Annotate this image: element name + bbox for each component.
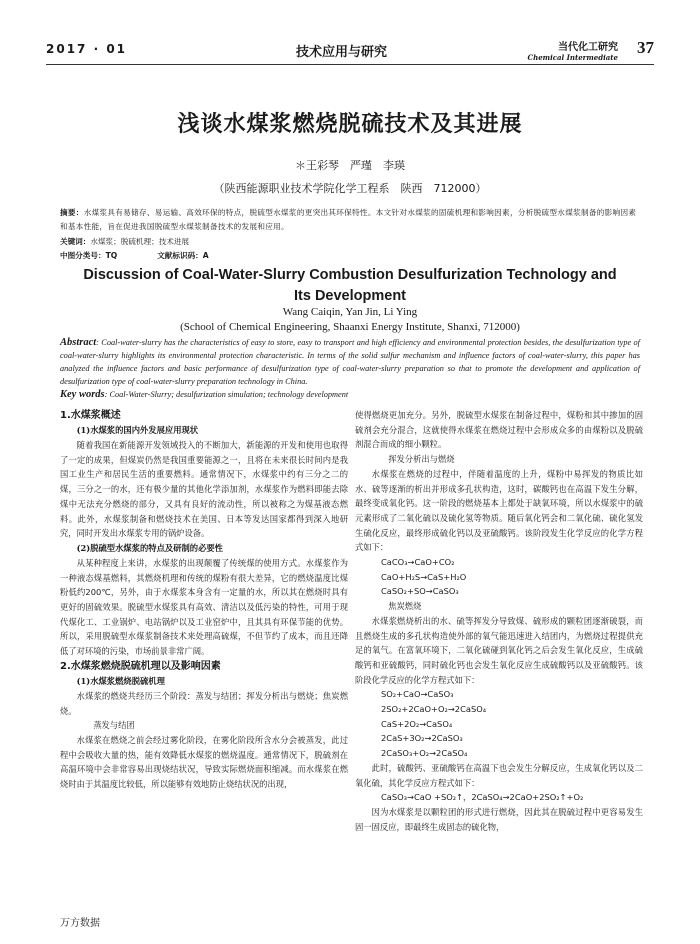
section-heading: 1.水煤浆概述 <box>60 410 121 421</box>
stage-label: 焦炭燃烧 <box>388 601 422 612</box>
body-column-right <box>355 408 643 834</box>
keywords-cn <box>60 236 189 247</box>
abstract-cn-text: 水煤浆具有易储存、易运输、高效环保的特点，脱硫型水煤浆的更突出其环保特性。本文针对水煤浆的固硫机理和影响因素，分析脱硫型水煤浆制备的影响因素和基本性能，旨在促进我国脱硫型水煤浆制备技术的发展和应用。 <box>60 208 637 231</box>
abstract-en <box>60 336 640 388</box>
authors: ＊王彩琴 严瑾 李瑛 <box>295 159 405 172</box>
paragraph: 因为水煤浆是以颗粒团的形式进行燃烧，因此其在脱硫过程中更容易发生固一固反应，即最终生成固态的硫化物， <box>355 806 643 832</box>
equation: CaS+2O₂→CaSO₄ <box>381 718 453 729</box>
keywords-cn-text: 水煤浆；脱硫机理；技术进展 <box>90 237 190 246</box>
equation: CaCO₃→CaO+CO₂ <box>381 557 455 568</box>
page-number: 37 <box>637 38 654 57</box>
paragraph: 随着我国在新能源开发领域投入的不断加大，新能源的开发和使用也取得了一定的成果，但煤炭仍然是我国重要能源之一，且将在未来很长时间内是我国工业生产和居民生活的重要燃料。通常情况下，水煤浆中约有三分之二的煤，三分之一的水，还有极少量的其他化学添加剂，水煤浆作为燃料即能去除煤中无法充分燃烧的部分，又具有良好的流动性，所以被称之为煤基液态燃料。此外，水煤浆制备和燃烧技术在美国、日本等发达国家都得到深入地研究，同时开发出水煤浆专用的锅炉设备。 <box>60 440 348 539</box>
journal-name-cn: 当代化工研究 <box>558 42 618 53</box>
clc-label: 中图分类号： <box>60 251 106 260</box>
paper-title: 浅谈水煤浆燃烧脱硫技术及其进展 <box>177 112 523 137</box>
authors-en: Wang Caiqin, Yan Jin, Li Ying <box>282 306 418 318</box>
section-name: 技术应用与研究 <box>296 45 388 60</box>
keywords-en <box>60 389 348 400</box>
stage-label: 蒸发与结团 <box>93 720 135 731</box>
paragraph: 使得燃烧更加充分。另外，脱硫型水煤浆在制备过程中，煤粉和其中掺加的固硫剂会充分混合，这就使得水煤浆在燃烧过程中会形成众多的由煤粉以及脱硫剂混合而成的细小颗粒。 <box>355 410 643 450</box>
abstract-cn <box>60 206 640 234</box>
paragraph: 水煤浆燃烧析出的水、硫等挥发分导致煤、硫形成的颗粒团逐渐破裂，而且燃烧生成的多孔状构造使外部的氧气能迅速进入结团内，为燃烧过程提供充足的氧气。在富氧环境下，二氧化硫碰到氧化钙之后会发生氧化反应，生成硫酸钙和亚硫酸钙，同时硫化钙也会发生氧化反应生成硫酸钙以及亚硫酸钙。该阶段化学反应的化学方程式如下： <box>355 615 643 685</box>
equation: CaSO₂+SO→CaSO₃ <box>381 586 459 597</box>
affiliation: （陕西能源职业技术学院化学工程系 陕西 712000） <box>213 182 487 195</box>
header-rule <box>46 64 654 65</box>
subsection-heading: (2)脱硫型水煤浆的特点及研制的必要性 <box>76 542 223 553</box>
abstract-en-text: : Coal-water-slurry has the characteristics of easy to store, easy to transport and high efficiency and environmental protection besides, the desulfurization type of coal-water-slurry highlights its environmental protection characteristic. In terms of the solid sulfur mechanism and influence factors of coal-water-slurry, this paper has analyzed the influence factors and basic performance of desulfurization type of coal-water-slurry preparation so that to promote the development and application of desulfurization type of coal-water-slurry preparation technology in China. <box>60 338 640 386</box>
paragraph: 水煤浆的燃烧共经历三个阶段：蒸发与结团；挥发分析出与燃烧；焦炭燃烧。 <box>60 690 348 716</box>
classification <box>60 250 209 261</box>
paragraph: 此时，硫酸钙、亚硫酸钙在高温下也会发生分解反应，生成氧化钙以及二氧化硫，其化学反应方程式如下： <box>355 762 643 788</box>
section-heading: 2.水煤浆燃烧脱硫机理以及影响因素 <box>60 660 221 672</box>
equation: CaSO₃→CaO +SO₂↑，2CaSO₄→2CaO+2SO₂↑+O₂ <box>381 792 584 803</box>
keywords-en-label: Key words <box>60 389 105 400</box>
abstract-cn-label: 摘要： <box>60 208 84 217</box>
paragraph: 水煤浆在燃烧的过程中，伴随着温度的上升，煤粉中易挥发的物质比如水、硫等逐渐的析出并形成多孔状构造，这时，碳酸钙也在高温下发生分解，最终变成氧化钙。这一阶段的燃烧基本上都处于缺氧环境，所以水煤浆中的硫元素形成了二氧化硫以及硫化氢等物质。随后氧化钙会和二氧化硫、硫化氢发生硫化反应，最终形成硫化钙以及亚硫酸钙。该阶段发生化学反应的化学方程式如下： <box>355 468 643 553</box>
issue-number: 2017 · 01 <box>46 42 128 56</box>
stage-label: 挥发分析出与燃烧 <box>388 454 455 465</box>
doc-code-label: 文献标识码： <box>157 251 203 260</box>
equation: 2CaSO₃+O₂→2CaSO₄ <box>381 748 468 759</box>
abstract-en-label: Abstract <box>60 337 97 348</box>
paragraph: 从某种程度上来讲，水煤浆的出现颠覆了传统煤的使用方式。水煤浆作为一种液态煤基燃料，其燃烧机理和传统的煤粉有很大差异，它的燃烧温度比煤粉低约200℃，另外，由于水煤浆本身含有一定量的水，所以其在燃烧时具有更好的固硫效果。脱硫型水煤浆具有高效、清洁以及低污染的特性，可用于现代煤化工、工业锅炉、电站锅炉以及工业窑炉中，且其具有环保节能的优势。所以，采用脱硫型水煤浆制备技术来处理高硫煤，不但节约了成本，而且还降低了对环境的污染，市场前景非常广阔。 <box>60 557 348 657</box>
doc-code-value: A <box>202 251 209 260</box>
equation: 2SO₂+2CaO+O₂→2CaSO₄ <box>381 704 487 715</box>
equation: CaO+H₂S→CaS+H₂O <box>381 571 467 582</box>
body-column-left <box>60 408 348 792</box>
subsection-heading: (1)水煤浆的国内外发展应用现状 <box>76 425 199 435</box>
keywords-en-text: : Coal-Water-Slurry; desulfurization simulation; technology development <box>104 390 349 399</box>
subsection-heading: (1)水煤浆燃烧脱硫机理 <box>76 675 165 686</box>
journal-name-en: Chemical Intermediate <box>527 53 618 62</box>
equation: 2CaS+3O₂→2CaSO₃ <box>381 733 463 744</box>
equation: SO₂+CaO→CaSO₃ <box>381 689 454 700</box>
paragraph: 水煤浆在燃烧之前会经过雾化阶段，在雾化阶段所含水分会被蒸发，此过程中会吸收大量的热，能有效降低水煤浆的燃烧温度。通常情况下，脱硫剂在高温环境中会非常容易出现烧结状况，导致实际燃烧面积缩减。而水煤浆在燃烧时由于其温度比较低，所以能够有效地防止烧结状况的出现， <box>60 734 348 790</box>
clc-value: TQ <box>105 251 118 260</box>
journal-logo <box>528 38 618 62</box>
page-header <box>46 36 654 66</box>
keywords-cn-label: 关键词： <box>60 237 91 246</box>
affiliation-en: (School of Chemical Engineering, Shaanxi Energy Institute, Shanxi, 712000) <box>180 321 520 333</box>
paper-title-en: Discussion of Coal-Water-Slurry Combustion Desulfurization Technology and Its Development <box>83 267 617 304</box>
footer-watermark: 万方数据 <box>60 918 100 929</box>
